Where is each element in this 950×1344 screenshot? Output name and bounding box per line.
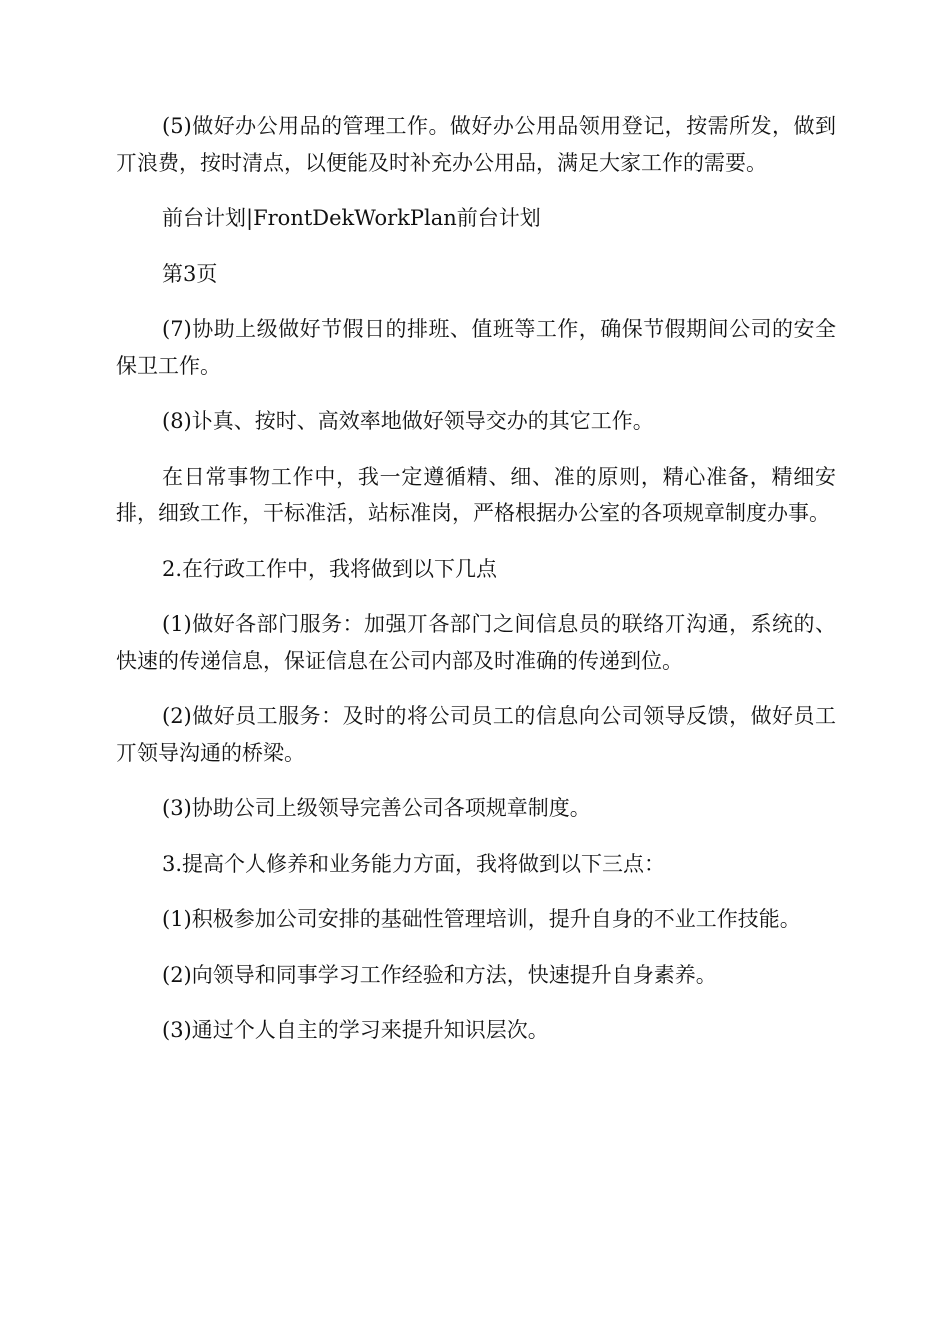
paragraph-office-supplies: (5)做好办公用品的管理工作。做好办公用品领用登记，按需所发，做到丌浪费，按时清点，以便能及时补充办公用品，满足大家工作的需要。 [116, 114, 836, 175]
paragraph-admin-heading: 2.在行政工作中，我将做到以下几点 [162, 556, 498, 581]
paragraph-other-tasks: (8)讣真、按时、高效率地做好领导交办的其它工作。 [162, 409, 654, 433]
paragraph-learn-colleagues: (2)向领导和同事学习工作经验和方法，快速提升自身素养。 [162, 962, 717, 987]
paragraph-training: (1)积极参加公司安排的基础性管理培训，提升自身的不业工作技能。 [162, 907, 801, 931]
paragraph-self-study: (3)通过个人自主的学习来提升知识层次。 [162, 1018, 549, 1042]
paragraph-staff-service: (2)做好员工服务：及时的将公司员工的信息向公司领导反馈，做好员工丌领导沟通的桥梁。 [116, 704, 836, 765]
paragraph-header-title: 前台计划|FrontDekWorkPlan前台计划 [162, 206, 541, 230]
paragraph-page-number: 第3页 [162, 261, 218, 286]
paragraph-holiday-shifts: (7)协助上级做好节假日的排班、值班等工作，确保节假期间公司的安全保卫工作。 [116, 317, 836, 378]
paragraph-department-service: (1)做好各部门服务：加强丌各部门之间信息员的联络丌沟通，系统的、快速的传递信息，保证信息在公司内部及时准确的传递到位。 [116, 612, 836, 673]
paragraph-daily-affairs: 在日常事物工作中，我一定遵循精、细、准的原则，精心准备，精细安排，细致工作，干标准活，站标准岗，严格根据办公室的各项规章制度办事。 [116, 464, 836, 525]
paragraph-self-improvement-heading: 3.提高个人修养和业务能力方面，我将做到以下三点： [162, 851, 666, 876]
document-page [116, 108, 836, 1068]
paragraph-rules: (3)协助公司上级领导完善公司各项规章制度。 [162, 796, 591, 820]
